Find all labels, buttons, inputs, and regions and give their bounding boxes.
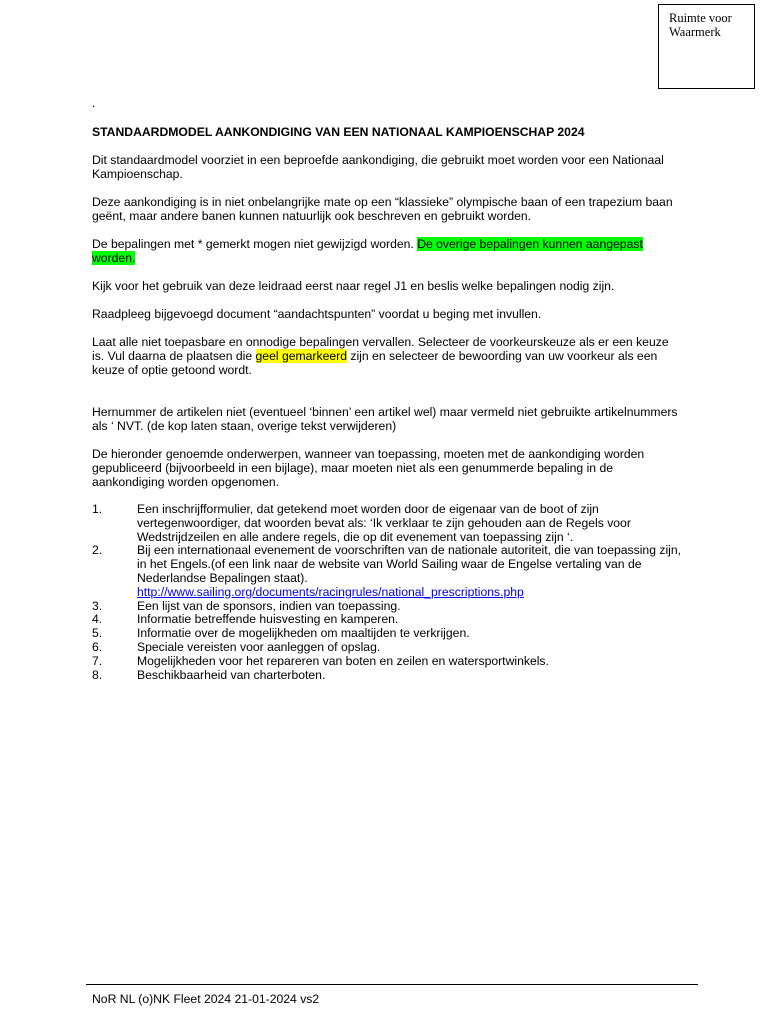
remove-text-part1: Laat alle niet toepasbare en onnodige bepalingen vervallen. Selecteer de voorkeurskeuze als er een keuze is. Vul daarna de plaatsen die <box>92 335 669 363</box>
list-number: 4. <box>92 612 103 627</box>
paragraph-remove <box>92 335 682 377</box>
list-item <box>92 627 682 641</box>
list-item <box>92 600 682 614</box>
list-number: 7. <box>92 653 103 668</box>
list-number: 1. <box>92 502 103 516</box>
yellow-highlight: geel gemarkeerd <box>255 349 347 363</box>
paragraph-course: Deze aankondiging is in niet onbelangrijke mate op een “klassieke” olympische baan of een trapezium baan geënt, maar andere banen kunnen natuurlijk ook beschreven en gebruikt worden. <box>92 195 673 223</box>
paragraph-guideline: Kijk voor het gebruik van deze leidraad eerst naar regel J1 en beslis welke bepalingen nodig zijn. <box>92 279 615 293</box>
waarmerk-label-line1: Ruimte voor <box>669 11 732 25</box>
list-text: Beschikbaarheid van charterboten. <box>137 667 326 682</box>
list-item <box>92 613 682 627</box>
list-number: 5. <box>92 626 103 641</box>
paragraph-renumber: Hernummer de artikelen niet (eventueel ‘binnen’ een artikel wel) maar vermeld niet gebruikte artikelnummers als ‘ NVT. (de kop laten staan, overige tekst verwijderen) <box>92 405 678 433</box>
paragraph-topics: De hieronder genoemde onderwerpen, wanneer van toepassing, moeten met de aankondiging worden gepubliceerd (bijvoorbeeld in een bijlage), maar moeten niet als een genummerde bepaling in de aankondiging worden opgenomen. <box>92 447 645 489</box>
attachments-list <box>92 503 682 682</box>
provisions-green-highlight: De overige bepalingen kunnen aangepast worden. <box>92 237 643 265</box>
list-text: Speciale vereisten voor aanleggen of opslag. <box>137 639 381 654</box>
waarmerk-box <box>658 4 755 89</box>
footer-text: NoR NL (o)NK Fleet 2024 21-01-2024 vs2 <box>92 992 320 1006</box>
prescriptions-link[interactable]: http://www.sailing.org/documents/racingrules/national_prescriptions.php <box>137 584 524 599</box>
paragraph-intro: Dit standaardmodel voorziet in een beproefde aankondiging, die gebruikt moet worden voor een Nationaal Kampioenschap. <box>92 153 664 181</box>
stray-dot: . <box>92 96 96 110</box>
list-text: Mogelijkheden voor het repareren van boten en zeilen en watersportwinkels. <box>137 653 549 668</box>
list-text: Een lijst van de sponsors, indien van toepassing. <box>137 598 401 613</box>
document-title: STANDAARDMODEL AANKONDIGING VAN EEN NATIONAAL KAMPIOENSCHAP 2024 <box>92 125 585 139</box>
footer-divider <box>86 984 698 985</box>
waarmerk-label-line2: Waarmerk <box>669 25 721 39</box>
provisions-fixed-text: De bepalingen met * gemerkt mogen niet gewijzigd worden. <box>92 237 418 251</box>
list-text: Informatie over de mogelijkheden om maaltijden te verkrijgen. <box>137 626 470 641</box>
list-item <box>92 503 682 544</box>
list-item <box>92 641 682 655</box>
paragraph-consult: Raadpleeg bijgevoegd document “aandachtspunten” voordat u beging met invullen. <box>92 307 542 321</box>
list-item <box>92 669 682 683</box>
list-number: 2. <box>92 543 103 558</box>
remove-text-part2: zijn en selecteer de bewoording van uw voorkeur als een keuze of optie getoond wordt. <box>92 349 658 377</box>
list-number: 8. <box>92 667 103 682</box>
list-number: 6. <box>92 639 103 654</box>
list-text: Bij een internationaal evenement de voorschriften van de nationale autoriteit, die van toepassing zijn, in het Engels.(of een link naar de website van World Sailing waar de Engelse vertaling van de Nederlandse Bepalingen staat). <box>137 543 682 585</box>
list-item <box>92 655 682 669</box>
list-number: 3. <box>92 598 103 613</box>
paragraph-provisions <box>92 237 682 265</box>
list-text: Een inschrijfformulier, dat getekend moet worden door de eigenaar van de boot of zijn vertegenwoordiger, dat woorden bevat als: ‘Ik verklaar te zijn gehouden aan de Regels voor Wedstrijdzeilen en alle andere regels, die op dit evenement van toepassing zijn ‘. <box>137 502 631 544</box>
list-text: Informatie betreffende huisvesting en kamperen. <box>137 612 399 627</box>
list-item <box>92 544 682 599</box>
